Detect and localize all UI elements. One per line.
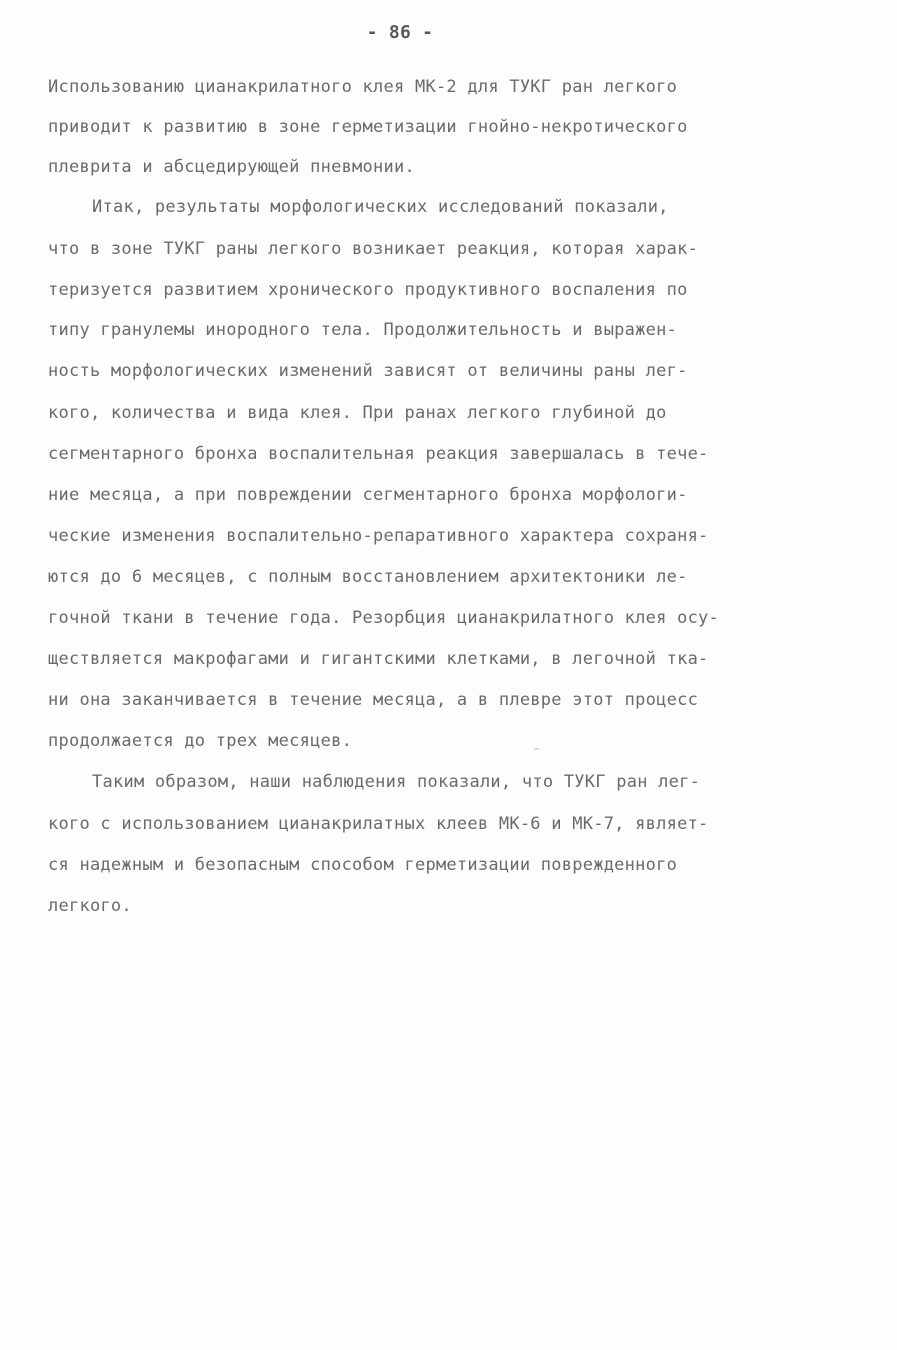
text-line: ются до 6 месяцев, с полным восстановлением архитектоники ле- — [48, 567, 688, 587]
text-line: кого с использованием цианакрилатных клеев МК-6 и МК-7, являет- — [48, 814, 709, 834]
text-line: продолжается до трех месяцев. — [48, 731, 353, 751]
text-line: ществляется макрофагами и гигантскими клетками, в легочной тка- — [48, 649, 709, 669]
text-line: легкого. — [48, 896, 132, 916]
paragraph-start: Итак, результаты морфологических исследований показали, — [92, 197, 669, 217]
text-line: гочной ткани в течение года. Резорбция цианакрилатного клея осу- — [48, 608, 720, 628]
page-number: - 86 - — [366, 22, 434, 43]
paragraph-start: Таким образом, наши наблюдения показали, что ТУКГ ран лег- — [92, 772, 701, 792]
text-line: что в зоне ТУКГ раны легкого возникает реакция, которая харак- — [48, 239, 699, 259]
text-line: плеврита и абсцедирующей пневмонии. — [48, 157, 415, 177]
scan-speck — [534, 748, 539, 750]
text-line: кого, количества и вида клея. При ранах легкого глубиной до — [48, 403, 667, 423]
text-line: приводит к развитию в зоне герметизации гнойно-некротического — [48, 117, 688, 137]
text-line: сегментарного бронха воспалительная реакция завершалась в тече- — [48, 444, 709, 464]
text-line: типу гранулемы инородного тела. Продолжительность и выражен- — [48, 320, 678, 340]
text-line: ся надежным и безопасным способом герметизации поврежденного — [48, 855, 678, 875]
text-line: ние месяца, а при повреждении сегментарного бронха морфологи- — [48, 485, 688, 505]
text-line: Использованию цианакрилатного клея МК-2 для ТУКГ ран легкого — [48, 77, 678, 97]
text-line: ческие изменения воспалительно-репаративного характера сохраня- — [48, 526, 709, 546]
text-line: ность морфологических изменений зависят от величины раны лег- — [48, 361, 688, 381]
text-line: теризуется развитием хронического продуктивного воспаления по — [48, 280, 688, 300]
text-line: ни она заканчивается в течение месяца, а в плевре этот процесс — [48, 690, 699, 710]
